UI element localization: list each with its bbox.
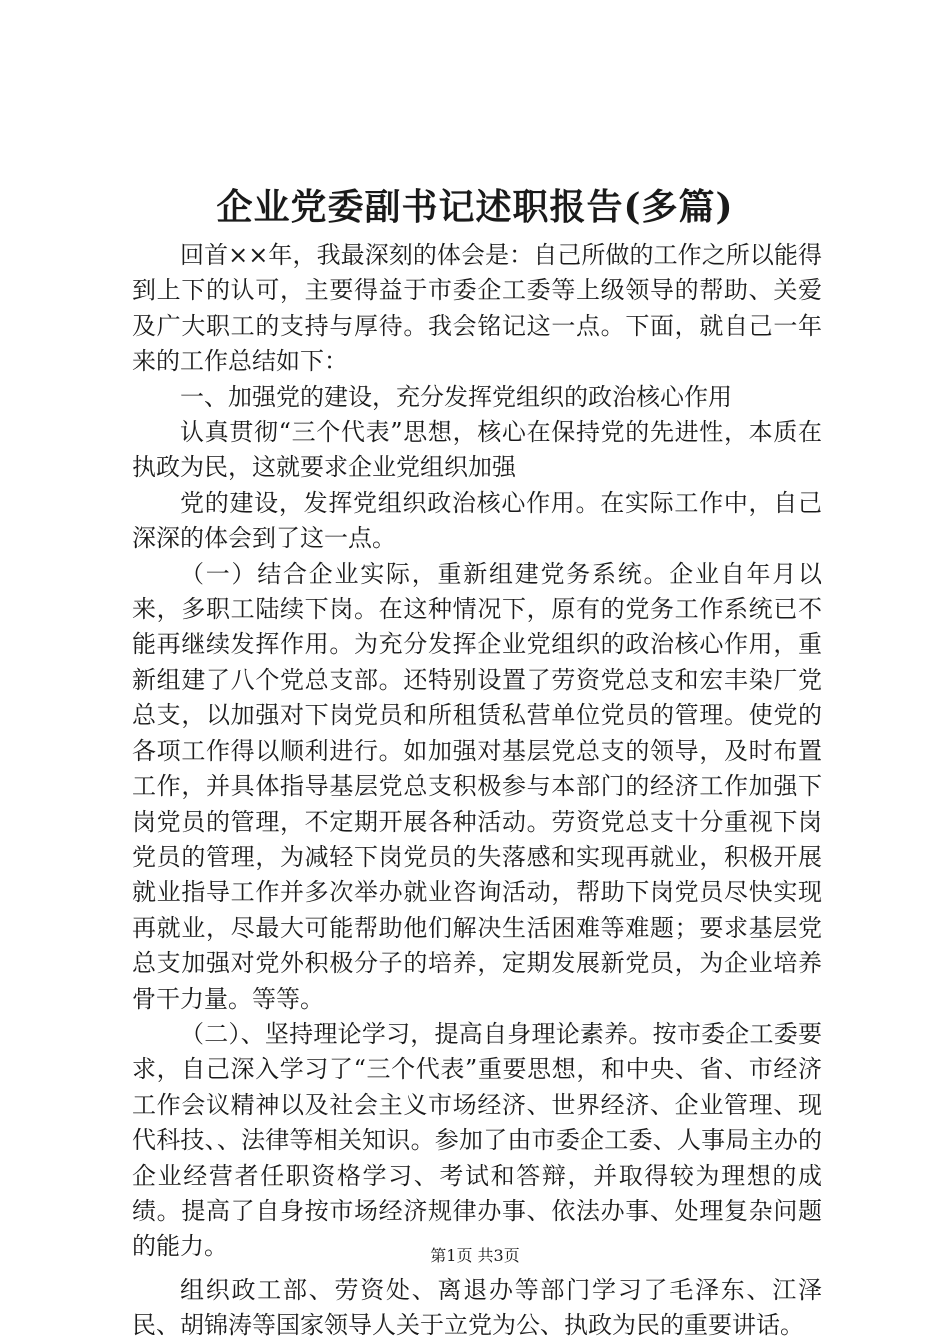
paragraph-organize-study: 组织政工部、劳资处、离退办等部门学习了毛泽东、江泽民、胡锦涛等国家领导人关于立党为公、执政为民的重要讲话。 (132, 1275, 822, 1340)
paragraph-party-building: 党的建设，发挥党组织政治核心作用。在实际工作中，自己深深的体会到了这一点。 (132, 488, 822, 553)
paragraph-theory-study: （二）、坚持理论学习，提高自身理论素养。按市委企工委要求，自己深入学习了“三个代表”重要思想，和中央、省、市经济工作会议精神以及社会主义市场经济、世界经济、企业管理、现代科技、、法律等相关知识。参加了由市委企工委、人事局主办的企业经营者任职资格学习、考试和答辩，并取得较为理想的成绩。提高了自身按市场经济规律办事、依法办事、处理复杂问题的能力。 (132, 1019, 822, 1261)
page-footer: 第1页 共3页 (430, 1246, 520, 1265)
paragraph-reorganize-party-system: （一）结合企业实际，重新组建党务系统。企业自年月以来，多职工陆续下岗。在这种情况下，原有的党务工作系统已不能再继续发挥作用。为充分发挥企业党组织的政治核心作用，重新组建了八个党总支部。还特别设置了劳资党总支和宏丰染厂党总支，以加强对下岗党员和所租赁私营单位党员的管理。使党的各项工作得以顺利进行。如加强对基层党总支的领导，及时布置工作，并具体指导基层党总支积极参与本部门的经济工作加强下岗党员的管理，不定期开展各种活动。劳资党总支十分重视下岗党员的管理，为减轻下岗党员的失落感和实现再就业，积极开展就业指导工作并多次举办就业咨询活动，帮助下岗党员尽快实现再就业，尽最大可能帮助他们解决生活困难等难题；要求基层党总支加强对党外积极分子的培养，定期发展新党员，为企业培养骨干力量。等等。 (132, 559, 822, 1013)
document-title: 企业党委副书记述职报告(多篇) (216, 186, 734, 228)
paragraph-three-represents: 认真贯彻“三个代表”思想，核心在保持党的先进性，本质在执政为民，这就要求企业党组织加强 (132, 418, 822, 482)
paragraph-intro: 回首××年，我最深刻的体会是：自己所做的工作之所以能得到上下的认可，主要得益于市委企工委等上级领导的帮助、关爱及广大职工的支持与厚待。我会铭记这一点。下面，就自己一年来的工作总结如下： (132, 241, 822, 376)
document-body (132, 238, 822, 1344)
paragraph-section-heading: 一、加强党的建设，充分发挥党组织的政治核心作用 (180, 382, 732, 411)
